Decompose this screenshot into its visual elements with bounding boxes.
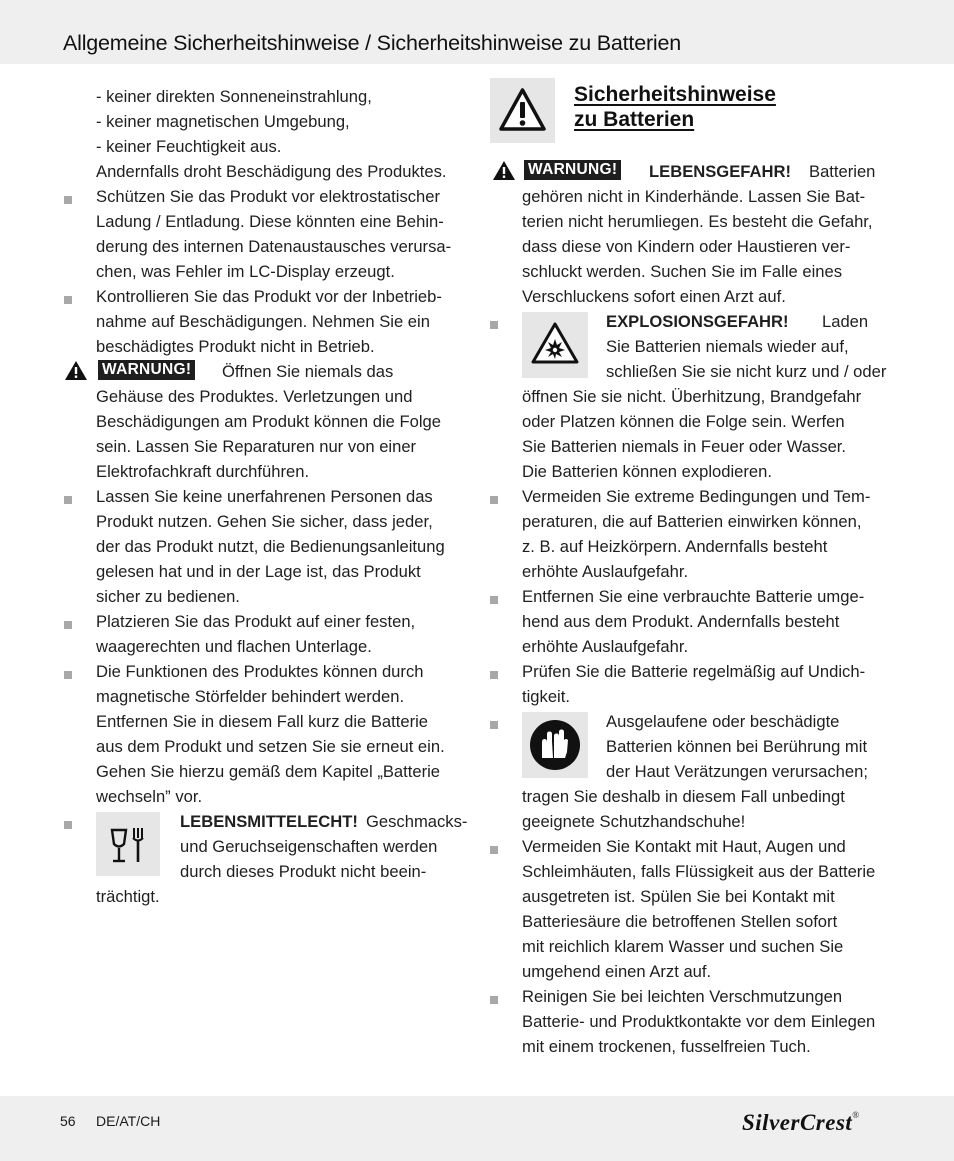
text-line: Andernfalls droht Beschädigung des Produktes.: [96, 162, 447, 181]
bullet-square-icon: [64, 671, 72, 679]
section-heading-line2: zu Batterien: [574, 108, 695, 131]
warning-triangle-icon: [492, 160, 516, 181]
section-heading: [574, 107, 694, 132]
text-line: Öffnen Sie niemals das: [222, 362, 394, 381]
text-line: umgehend einen Arzt auf.: [522, 962, 712, 981]
text-line: Verschluckens sofort einen Arzt auf.: [522, 287, 786, 306]
text-line: Entfernen Sie eine verbrauchte Batterie umge-: [522, 587, 865, 606]
text-line: dass diese von Kindern oder Haustieren ver-: [522, 237, 851, 256]
text-line: tragen Sie deshalb in diesem Fall unbedingt: [522, 787, 845, 806]
text-line: ausgetreten ist. Spülen Sie bei Kontakt mit: [522, 887, 835, 906]
food-safe-icon: [96, 812, 160, 876]
text-line: Sie Batterien niemals in Feuer oder Wasser.: [522, 437, 847, 456]
page-title: Allgemeine Sicherheitshinweise / Sicherheitshinweise zu Batterien: [63, 31, 681, 55]
text-line: Batterien können bei Berührung mit: [606, 737, 868, 756]
text-line: sicher zu bedienen.: [96, 587, 240, 606]
warning-triangle-icon: [64, 360, 88, 381]
text-line: Laden: [822, 312, 869, 331]
text-line: waagerechten und flachen Unterlage.: [96, 637, 372, 656]
text-line: schließen Sie sie nicht kurz und / oder: [606, 362, 887, 381]
text-line: Vermeiden Sie Kontakt mit Haut, Augen und: [522, 837, 846, 856]
text-line: - keiner magnetischen Umgebung,: [96, 112, 350, 131]
section-heading-line1: Sicherheitshinweise: [574, 83, 776, 106]
text-line: - keiner direkten Sonneneinstrahlung,: [96, 87, 372, 106]
text-line: Batterien: [809, 162, 876, 181]
text-line: Ausgelaufene oder beschädigte: [606, 712, 840, 731]
bullet-square-icon: [490, 321, 498, 329]
explosion-icon: [522, 312, 588, 378]
text-line: Geschmacks-: [366, 812, 468, 831]
text-line: Schützen Sie das Produkt vor elektrostatischer: [96, 187, 441, 206]
text-line: Batterie- und Produktkontakte vor dem Einlegen: [522, 1012, 876, 1031]
text-line: Lassen Sie keine unerfahrenen Personen das: [96, 487, 433, 506]
bullet-square-icon: [490, 721, 498, 729]
text-line: wechseln” vor.: [96, 787, 203, 806]
bullet-square-icon: [64, 296, 72, 304]
text-line: Die Batterien können explodieren.: [522, 462, 772, 481]
text-line: Entfernen Sie in diesem Fall kurz die Batterie: [96, 712, 429, 731]
text-line: gelesen hat und in der Lage ist, das Produkt: [96, 562, 421, 581]
text-line: derung des internen Datenaustausches verursa-: [96, 237, 452, 256]
text-line: terien nicht herumliegen. Es besteht die Gefahr,: [522, 212, 873, 231]
gloves-icon: [522, 712, 588, 778]
text-line: Gehäuse des Produktes. Verletzungen und: [96, 387, 413, 406]
brand-name: SilverCrest: [742, 1110, 853, 1135]
bullet-square-icon: [490, 496, 498, 504]
text-line: Beschädigungen am Produkt können die Folge: [96, 412, 442, 431]
text-line: peraturen, die auf Batterien einwirken können,: [522, 512, 862, 531]
bullet-square-icon: [490, 596, 498, 604]
text-line: mit reichlich klarem Wasser und suchen Sie: [522, 937, 844, 956]
text-line: chen, was Fehler im LC-Display erzeugt.: [96, 262, 395, 281]
bullet-square-icon: [64, 496, 72, 504]
bullet-square-icon: [64, 821, 72, 829]
explosion-label: EXPLOSIONSGEFAHR!: [606, 312, 789, 331]
text-line: Platzieren Sie das Produkt auf einer festen,: [96, 612, 416, 631]
section-heading: [574, 82, 776, 107]
text-line: oder Platzen können die Folge sein. Werfen: [522, 412, 845, 431]
text-line: schluckt werden. Suchen Sie im Falle eines: [522, 262, 843, 281]
text-line: aus dem Produkt und setzen Sie sie erneut ein.: [96, 737, 445, 756]
text-line: durch dieses Produkt nicht beein-: [180, 862, 427, 881]
text-line: Vermeiden Sie extreme Bedingungen und Tem-: [522, 487, 871, 506]
bullet-square-icon: [490, 846, 498, 854]
text-line: Kontrollieren Sie das Produkt vor der Inbetrieb-: [96, 287, 442, 306]
text-line: Sie Batterien niemals wieder auf,: [606, 337, 849, 356]
text-line: beschädigtes Produkt nicht in Betrieb.: [96, 337, 375, 356]
text-line: Gehen Sie hierzu gemäß dem Kapitel „Batterie: [96, 762, 441, 781]
text-line: Batteriesäure die betroffenen Stellen sofort: [522, 912, 838, 931]
bullet-square-icon: [490, 671, 498, 679]
text-line: Produkt nutzen. Gehen Sie sicher, dass jeder,: [96, 512, 433, 531]
text-line: und Geruchseigenschaften werden: [180, 837, 438, 856]
text-line: erhöhte Auslaufgefahr.: [522, 562, 689, 581]
text-line: öffnen Sie sie nicht. Überhitzung, Brandgefahr: [522, 387, 862, 406]
text-line: Prüfen Sie die Batterie regelmäßig auf Undich-: [522, 662, 866, 681]
locale-label: DE/AT/CH: [96, 1113, 161, 1129]
food-safe-label: LEBENSMITTELECHT!: [180, 812, 358, 831]
text-line: Die Funktionen des Produktes können durch: [96, 662, 424, 681]
registered-mark: ®: [852, 1110, 860, 1120]
text-line: Elektrofachkraft durchführen.: [96, 462, 310, 481]
text-line: Schleimhäuten, falls Flüssigkeit aus der Batterie: [522, 862, 876, 881]
text-line: gehören nicht in Kinderhände. Lassen Sie Bat-: [522, 187, 866, 206]
page-number: 56: [60, 1113, 76, 1129]
text-line: Reinigen Sie bei leichten Verschmutzungen: [522, 987, 843, 1006]
text-line: hend aus dem Produkt. Andernfalls besteht: [522, 612, 840, 631]
text-line: - keiner Feuchtigkeit aus.: [96, 137, 282, 156]
text-line: z. B. auf Heizkörpern. Andernfalls besteht: [522, 537, 828, 556]
text-line: nahme auf Beschädigungen. Nehmen Sie ein: [96, 312, 430, 331]
text-line: der Haut Verätzungen verursachen;: [606, 762, 868, 781]
text-line: Ladung / Entladung. Diese könnten eine Behin-: [96, 212, 444, 231]
brand-logo: [742, 1110, 860, 1136]
warning-label: WARNUNG!: [98, 360, 195, 380]
bullet-square-icon: [490, 996, 498, 1004]
text-line: erhöhte Auslaufgefahr.: [522, 637, 689, 656]
warning-triangle-icon: [490, 78, 555, 143]
warning-label: WARNUNG!: [524, 160, 621, 180]
text-line: tigkeit.: [522, 687, 570, 706]
text-line: trächtigt.: [96, 887, 160, 906]
text-line: geeignete Schutzhandschuhe!: [522, 812, 746, 831]
text-line: magnetische Störfelder behindert werden.: [96, 687, 405, 706]
text-line: der das Produkt nutzt, die Bedienungsanleitung: [96, 537, 445, 556]
text-line: sein. Lassen Sie Reparaturen nur von einer: [96, 437, 417, 456]
danger-label: LEBENSGEFAHR!: [649, 162, 791, 181]
bullet-square-icon: [64, 196, 72, 204]
text-line: mit einem trockenen, fusselfreien Tuch.: [522, 1037, 811, 1056]
bullet-square-icon: [64, 621, 72, 629]
